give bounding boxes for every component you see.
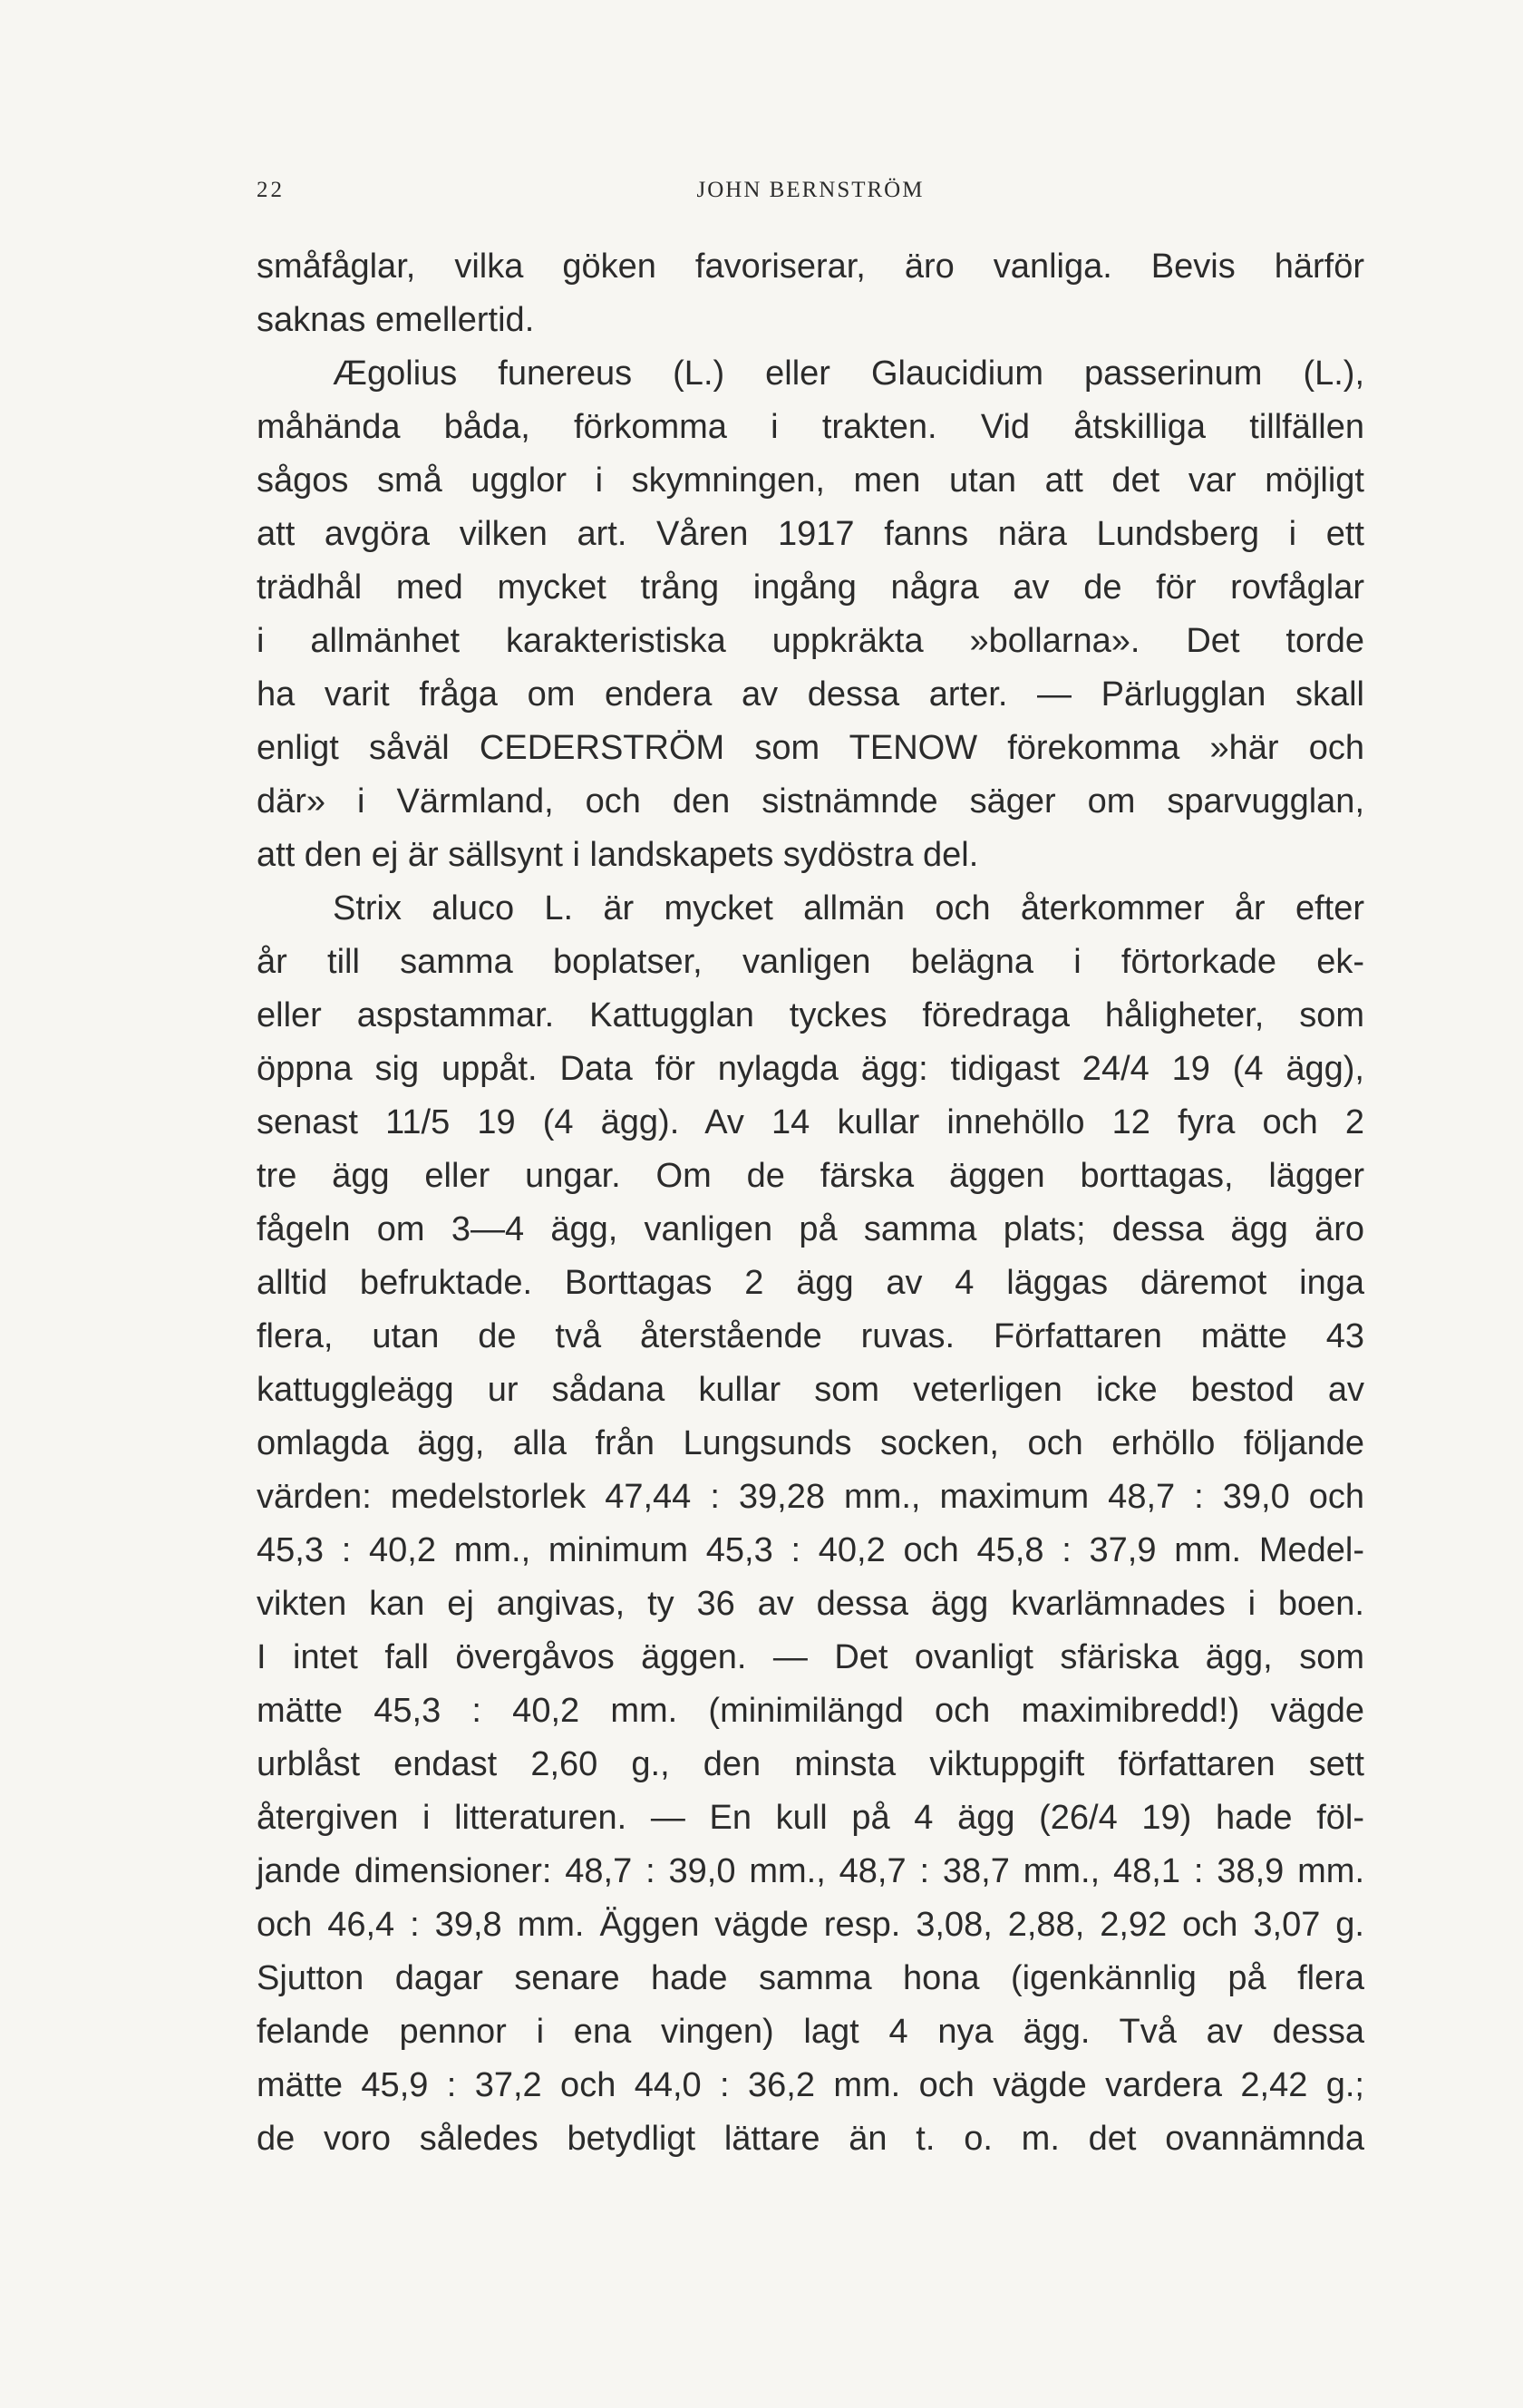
body-text [257,240,1364,2166]
page-number: 22 [257,178,285,202]
text-line: de voro således betydligt lättare än t. o. m. det ovannämnda [257,2120,1364,2158]
text-line: jande dimensioner: 48,7 : 39,0 mm., 48,7 : 38,7 mm., 48,1 : 38,9 mm. [257,1852,1364,1890]
text-line: och 46,4 : 39,8 mm. Äggen vägde resp. 3,08, 2,88, 2,92 och 3,07 g. [257,1906,1364,1944]
text-line: att avgöra vilken art. Våren 1917 fanns nära Lundsberg i ett [257,515,1364,553]
text-line: måhända båda, förkomma i trakten. Vid åtskilliga tillfällen [257,408,1364,446]
text-line: trädhål med mycket trång ingång några av de för rovfåglar [257,568,1364,607]
text-line: 45,3 : 40,2 mm., minimum 45,3 : 40,2 och 45,8 : 37,9 mm. Medel- [257,1531,1364,1569]
text-line: mätte 45,3 : 40,2 mm. (minimilängd och maximibredd!) vägde [257,1692,1364,1730]
text-line: mätte 45,9 : 37,2 och 44,0 : 36,2 mm. och vägde vardera 2,42 g.; [257,2066,1364,2104]
text-line: att den ej är sällsynt i landskapets sydöstra del. [257,836,979,874]
text-line: Sjutton dagar senare hade samma hona (igenkännlig på flera [257,1959,1364,1997]
text-line: felande pennor i ena vingen) lagt 4 nya ägg. Två av dessa [257,2013,1364,2051]
text-line: tre ägg eller ungar. Om de färska äggen borttagas, lägger [257,1157,1364,1195]
text-line: återgiven i litteraturen. — En kull på 4 ägg (26/4 19) hade föl- [257,1799,1364,1837]
text-line: omlagda ägg, alla från Lungsunds socken, och erhöllo följande [257,1424,1364,1462]
text-line: flera, utan de två återstående ruvas. Författaren mätte 43 [257,1317,1364,1355]
text-line: ha varit fråga om endera av dessa arter. — Pärlugglan skall [257,675,1364,714]
text-line: småfåglar, vilka göken favoriserar, äro vanliga. Bevis härför [257,248,1364,286]
text-line: vikten kan ej angivas, ty 36 av dessa ägg kvarlämnades i boen. [257,1585,1364,1623]
text-line: Strix aluco L. är mycket allmän och återkommer år efter [333,889,1364,927]
text-line: öppna sig uppåt. Data för nylagda ägg: tidigast 24/4 19 (4 ägg), [257,1050,1364,1088]
text-line: I intet fall övergåvos äggen. — Det ovanligt sfäriska ägg, som [257,1638,1364,1676]
text-line: alltid befruktade. Borttagas 2 ägg av 4 läggas däremot inga [257,1264,1364,1302]
text-line: enligt såväl CEDERSTRÖM som TENOW förekomma »här och [257,729,1364,767]
text-line: Ægolius funereus (L.) eller Glaucidium passerinum (L.), [333,354,1364,393]
text-line: i allmänhet karakteristiska uppkräkta »bollarna». Det torde [257,622,1364,660]
text-line: fågeln om 3—4 ägg, vanligen på samma plats; dessa ägg äro [257,1210,1364,1248]
text-line: värden: medelstorlek 47,44 : 39,28 mm., maximum 48,7 : 39,0 och [257,1478,1364,1516]
text-line: saknas emellertid. [257,301,535,339]
text-line: år till samma boplatser, vanligen belägna i förtorkade ek- [257,943,1364,981]
text-line: där» i Värmland, och den sistnämnde säger om sparvugglan, [257,782,1364,820]
text-line: sågos små ugglor i skymningen, men utan att det var möjligt [257,461,1364,500]
text-line: senast 11/5 19 (4 ägg). Av 14 kullar innehöllo 12 fyra och 2 [257,1103,1364,1141]
text-line: urblåst endast 2,60 g., den minsta viktuppgift författaren sett [257,1745,1364,1783]
running-head: JOHN BERNSTRÖM [696,178,925,202]
text-line: kattuggleägg ur sådana kullar som veterligen icke bestod av [257,1371,1364,1409]
text-line: eller aspstammar. Kattugglan tyckes föredraga håligheter, som [257,996,1364,1034]
page-header [257,178,1364,214]
